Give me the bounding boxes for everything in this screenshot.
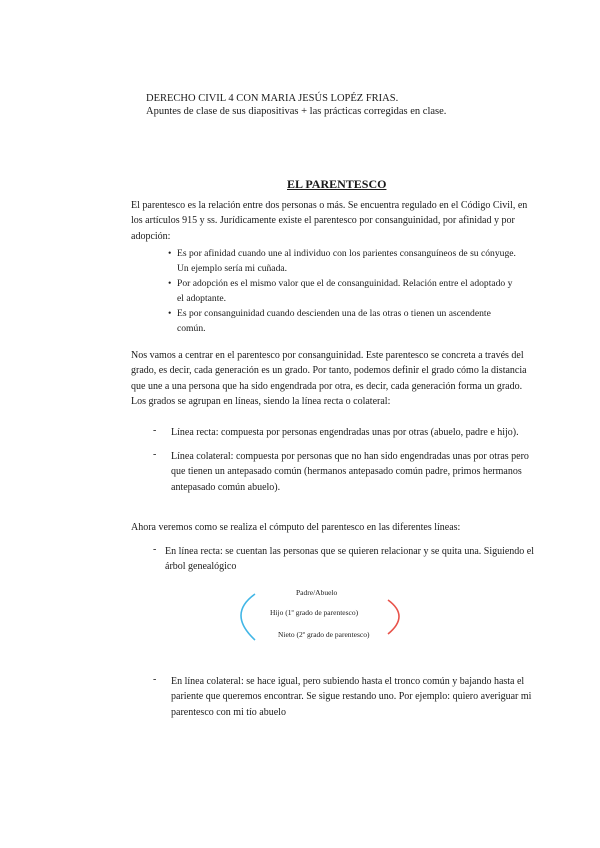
list-item-linea-recta: Línea recta: compuesta por personas engendradas unas por otras (abuelo, padre e hijo). xyxy=(171,427,519,438)
list-item: • Es por consanguinidad cuando descienden una de las otras o tienen un ascendente común. xyxy=(168,308,491,334)
header-line-1: DERECHO CIVIL 4 CON MARIA JESÚS LOPÉZ FRIAS. xyxy=(146,93,399,104)
linea-recta-explanation: En línea recta: se cuentan las personas que se quieren relacionar y se quita una. Siguiendo el árbol genealógico xyxy=(165,546,535,573)
dash-icon: - xyxy=(153,674,157,685)
intro-line: El parentesco es la relación entre dos personas o más. Se encuentra regulado en el Código Civil, en xyxy=(131,200,528,211)
computation-intro: Ahora veremos como se realiza el cómputo del parentesco en las diferentes líneas: xyxy=(131,522,461,533)
diagram-node-hijo: Hijo (1º grado de parentesco) xyxy=(270,608,359,617)
diagram-node-padre: Padre/Abuelo xyxy=(296,588,338,597)
intro-paragraph xyxy=(131,198,551,244)
bullet-list xyxy=(168,246,557,336)
dash-icon: - xyxy=(153,425,157,436)
left-arc xyxy=(241,594,255,640)
right-arc xyxy=(388,600,399,634)
dash-icon: - xyxy=(153,544,157,555)
bullet-icon: • xyxy=(168,308,172,319)
diagram-node-nieto: Nieto (2º grado de parentesco) xyxy=(278,630,370,639)
genealogy-arcs xyxy=(225,590,415,645)
header-line-2: Apuntes de clase de sus diapositivas + las prácticas corregidas en clase. xyxy=(146,106,447,117)
consanguinity-paragraph: Nos vamos a centrar en el parentesco por consanguinidad. Este parentesco se concreta a través del grado, es decir, cada generación es un grado. Por tanto, podemos definir el grado cómo la distancia que une a una persona que ha sido engendrada por otra, es decir, cada generación forma un grado. Los grados se agrupan en líneas, siendo la línea recta o colateral: xyxy=(131,350,527,407)
list-item-linea-colateral: Línea colateral: compuesta por personas que no han sido engendradas unas por otras pero que tienen un antepasado común (hermanos antepasado común padre, primos hermanos antepasado común abuelo). xyxy=(171,451,529,493)
list-item: • Por adopción es el mismo valor que el de consanguinidad. Relación entre el adoptado y el adoptante. xyxy=(168,278,513,304)
list-item: • Es por afinidad cuando une al individuo con los parientes consanguíneos de su cónyuge. Un ejemplo sería mi cuñada. xyxy=(168,248,516,274)
intro-line: adopción: xyxy=(131,230,171,242)
bullet-icon: • xyxy=(168,248,172,259)
bullet-icon: • xyxy=(168,278,172,289)
dash-icon: - xyxy=(153,449,157,460)
linea-colateral-explanation: En línea colateral: se hace igual, pero subiendo hasta el tronco común y bajando hasta el pariente que queremos encontrar. Se sigue restando uno. Por ejemplo: quiero averiguar mi parentesco con mi tío abuelo xyxy=(171,676,532,718)
page-title: EL PARENTESCO xyxy=(287,177,387,191)
intro-line: los artículos 915 y ss. Jurídicamente existe el parentesco por consanguinidad, por afinidad y por xyxy=(131,215,515,227)
